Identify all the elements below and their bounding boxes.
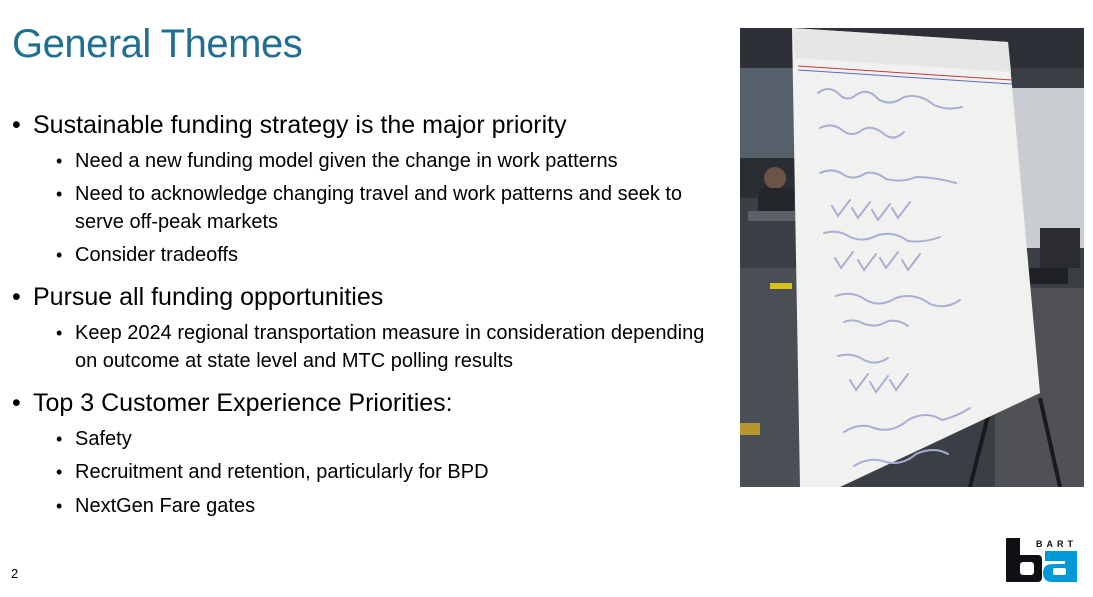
bullet-dot: • <box>56 323 63 343</box>
bullet-dot: • <box>56 429 63 449</box>
sub-bullet: • Safety <box>56 425 716 453</box>
bullet-dot: • <box>56 496 63 516</box>
bart-logo <box>1005 537 1079 583</box>
flipchart-photo <box>740 28 1084 487</box>
bullet-funding-strategy: • Sustainable funding strategy is the major priority <box>12 110 567 140</box>
page-number: 2 <box>11 566 19 581</box>
sub-bullet: • Keep 2024 regional transportation measure in consideration depending on outcome at state level and MTC polling results <box>56 319 716 375</box>
svg-text:BART: BART <box>1036 539 1077 549</box>
sub-bullet: • NextGen Fare gates <box>56 492 716 520</box>
sub-bullet: • Need a new funding model given the change in work patterns <box>56 147 726 175</box>
bullet-dot: • <box>56 184 63 204</box>
sub-bullet: • Recruitment and retention, particularly for BPD <box>56 458 716 486</box>
bullet-dot: • <box>56 245 63 265</box>
bullet-dot: • <box>56 462 63 482</box>
bullet-funding-opportunities: • Pursue all funding opportunities <box>12 282 383 312</box>
bullet-dot: • <box>56 151 63 171</box>
sub-bullet: • Consider tradeoffs <box>56 241 716 269</box>
sub-bullet: • Need to acknowledge changing travel and work patterns and seek to serve off-peak markets <box>56 180 716 236</box>
slide-title: General Themes <box>12 22 303 66</box>
bullet-customer-priorities: • Top 3 Customer Experience Priorities: <box>12 388 453 418</box>
